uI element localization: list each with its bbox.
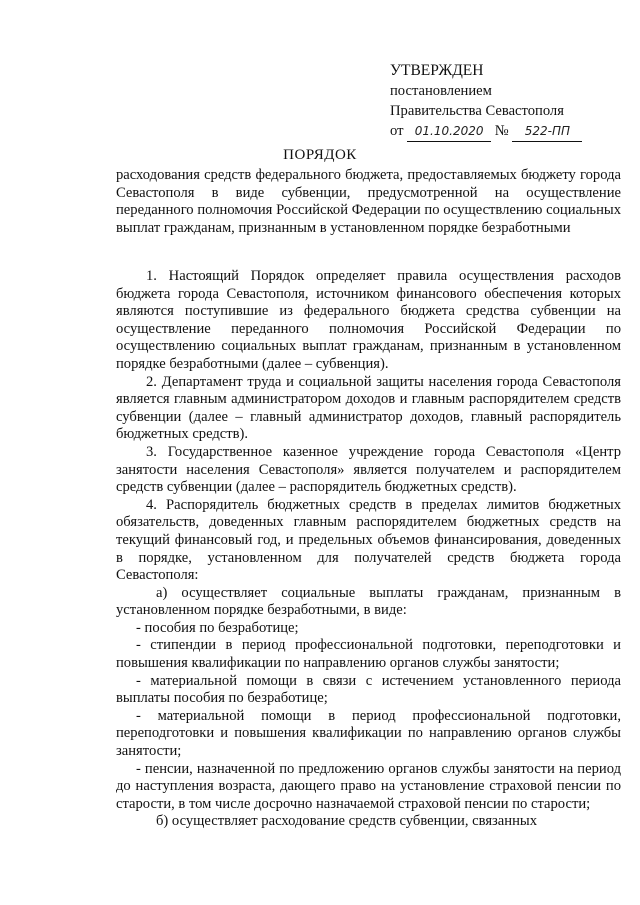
paragraph-1: 1. Настоящий Порядок определяет правила осуществления расходов бюджета города Севастополя, источником финансового обеспечения которых являются поступившие из федерального бюджета средства субвенции на осуществление переданного полномочия Российской Федерации по осуществлению социальных выплат гражданам, признанным в установленном порядке безработными (далее – субвенция). xyxy=(116,268,621,372)
document-intro: расходования средств федерального бюджета, предоставляемых бюджету города Севастополя в виде субвенции, предусмотренной на осуществление переданного полномочия Российской Федерации по осуществлению социальных выплат гражданам, признанным в установленном порядке безработными xyxy=(116,167,621,236)
subparagraph-a: а) осуществляет социальные выплаты гражданам, признанным в установленном порядке безработными, в виде: xyxy=(116,584,621,619)
list-item: - материальной помощи в связи с истечением установленного периода выплаты пособия по безработице; xyxy=(116,672,621,707)
approval-line-2: Правительства Севастополя xyxy=(390,103,564,119)
approval-heading: УТВЕРЖДЕН xyxy=(390,62,484,79)
document-title: ПОРЯДОК xyxy=(283,147,357,163)
list-item: - стипендии в период профессиональной подготовки, переподготовки и повышения квалификации по направлению органов службы занятости; xyxy=(116,637,621,672)
approval-date: 01.10.2020 xyxy=(407,121,491,142)
paragraph-3: 3. Государственное казенное учреждение города Севастополя «Центр занятости населения Севастополя» является получателем и распорядителем средств субвенции (далее – распорядитель бюджетных средств). xyxy=(116,443,621,496)
list-item: - пособия по безработице; xyxy=(136,619,299,636)
approval-stamp xyxy=(390,60,582,142)
date-prefix: от xyxy=(390,123,404,139)
paragraph-2: 2. Департамент труда и социальной защиты населения города Севастополя является главным администратором доходов и главным распорядителем средств субвенции (далее – главный администратор доходов, главный распорядитель бюджетных средств). xyxy=(116,373,621,443)
number-prefix: № xyxy=(494,123,509,139)
list-item: - пенсии, назначенной по предложению органов службы занятости на период до наступления возраста, дающего право на установление страховой пенсии по старости, в том числе досрочно назначаемой страховой пенсии по старости; xyxy=(116,760,621,812)
approval-number: 522-ПП xyxy=(512,121,582,142)
list-item: - материальной помощи в период профессиональной подготовки, переподготовки и повышения квалификации по направлению органов службы занятости; xyxy=(116,707,621,760)
approval-line-1: постановлением xyxy=(390,83,492,99)
subparagraph-b: б) осуществляет расходование средств субвенции, связанных xyxy=(156,813,537,830)
paragraph-4: 4. Распорядитель бюджетных средств в пределах лимитов бюджетных обязательств, доведенных главным распорядителем бюджетных средств на текущий финансовый год, и предельных объемов финансирования, доведенных в порядке, установленном для получателей средств бюджета города Севастополя: xyxy=(116,496,621,584)
approval-date-line xyxy=(390,121,582,142)
document-body xyxy=(116,268,621,831)
